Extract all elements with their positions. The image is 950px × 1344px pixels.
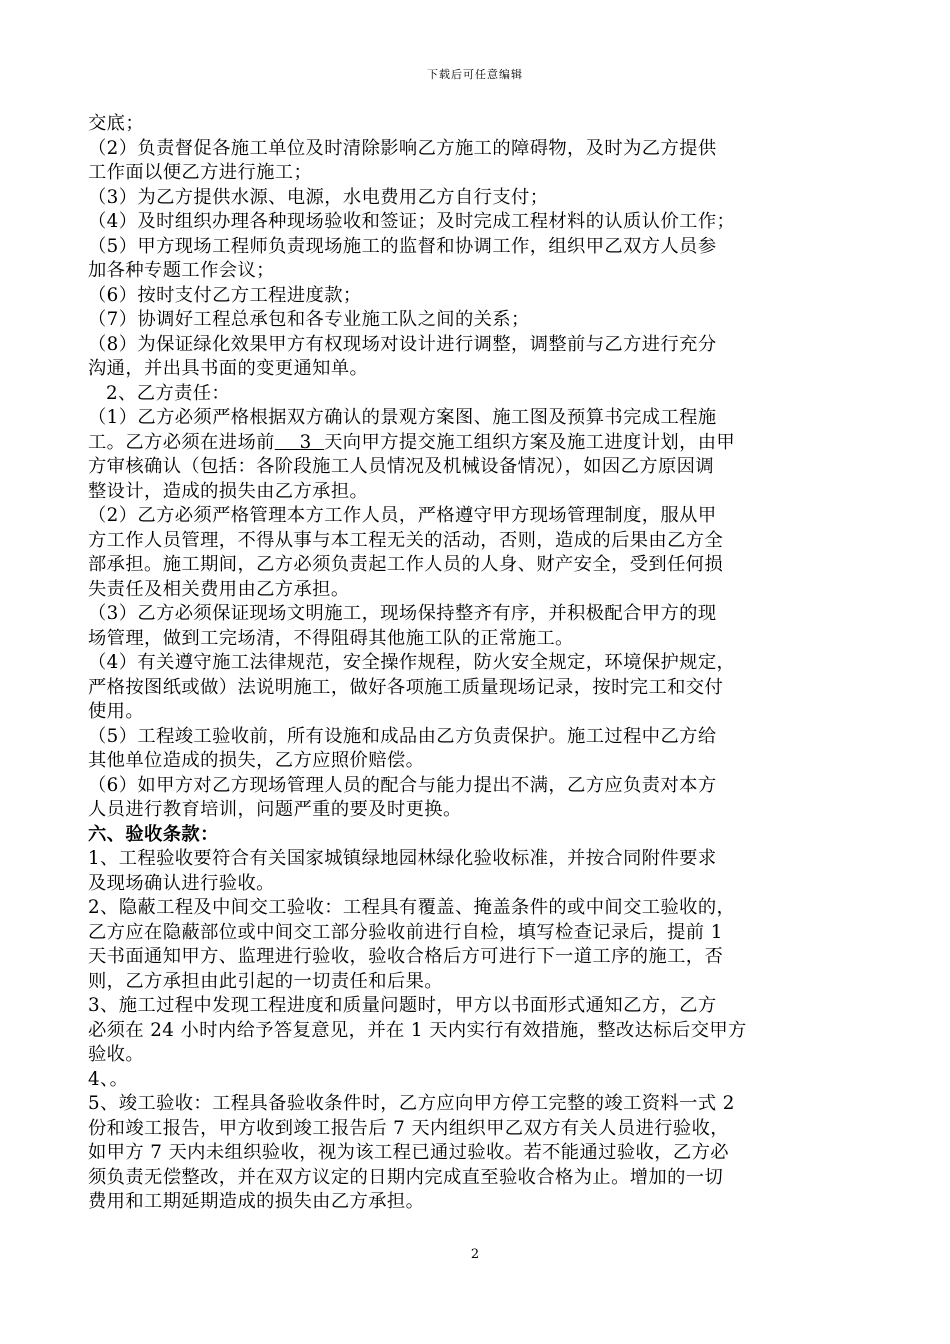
text-line: 沟通，并出具书面的变更通知单。 (88, 358, 369, 379)
text-line: 人员进行教育培训，问题严重的要及时更换。 (88, 799, 462, 820)
text-line: 份和竣工报告，甲方收到竣工报告后 7 天内组织甲乙双方有关人员进行验收， (88, 1117, 729, 1139)
text-line: 3、施工过程中发现工程进度和质量问题时，甲方以书面形式通知乙方，乙方 (88, 995, 717, 1016)
text-line: 1、工程验收要符合有关国家城镇绿地园林绿化验收标准，并按合同附件要求 (88, 848, 717, 869)
text-line: 验收。 (88, 1044, 145, 1065)
text-line: 如甲方 7 天内未组织验收，视为该工程已通过验收。若不能通过验收，乙方必 (88, 1142, 729, 1163)
text-line: 部承担。施工期间，乙方必须负责起工作人员的人身、财产安全，受到任何损 (88, 554, 724, 575)
page-number: 2 (470, 1247, 480, 1262)
text-line: 4、。 (88, 1068, 129, 1090)
text-line: 其他单位造成的损失，乙方应照价赔偿。 (88, 750, 425, 771)
text-line: （4）及时组织办理各种现场验收和签证；及时完成工程材料的认质认价工作； (88, 211, 736, 232)
text-line: 方工作人员管理，不得从事与本工程无关的活动，否则，造成的后果由乙方全 (88, 529, 724, 551)
text-line: 必须在 24 小时内给予答复意见，并在 1 天内实行有效措施，整改达标后交甲方 (88, 1019, 747, 1041)
text-line: 5、竣工验收：工程具备验收条件时，乙方应向甲方停工完整的竣工资料一式 2 (88, 1093, 735, 1114)
text-line: 交底； (88, 113, 145, 134)
text-line: （1）乙方必须严格根据双方确认的景观方案图、施工图及预算书完成工程施 (88, 407, 717, 428)
text-line: 使用。 (88, 701, 145, 722)
text-line-with-blank (88, 431, 868, 456)
document-body (88, 112, 868, 1215)
text-line: 乙方应在隐蔽部位或中间交工部分验收前进行自检，填写检查记录后，提前 1 (88, 921, 723, 943)
text-line: 须负责无偿整改，并在双方议定的日期内完成直至验收合格为止。增加的一切 (88, 1166, 724, 1188)
text-line: （3）为乙方提供水源、电源，水电费用乙方自行支付； (88, 186, 549, 208)
text-line: 整设计，造成的损失由乙方承担。 (88, 480, 369, 502)
text-line: 场管理，做到工完场清，不得阻碍其他施工队的正常施工。 (88, 627, 574, 649)
text-line: 天书面通知甲方、监理进行验收，验收合格后方可进行下一道工序的施工，否 (88, 946, 724, 967)
text-line: （2）负责督促各施工单位及时清除影响乙方施工的障碍物，及时为乙方提供 (88, 137, 717, 159)
text-line: （8）为保证绿化效果甲方有权现场对设计进行调整，调整前与乙方进行充分 (88, 333, 717, 355)
text-line: 严格按图纸或做）法说明施工，做好各项施工质量现场记录，按时完工和交付 (88, 676, 724, 698)
text-line: 2、隐蔽工程及中间交工验收：工程具有覆盖、掩盖条件的或中间交工验收的， (88, 897, 736, 918)
text-line: （3）乙方必须保证现场文明施工，现场保持整齐有序，并积极配合甲方的现 (88, 603, 717, 624)
text-line: 失责任及相关费用由乙方承担。 (88, 578, 350, 600)
text-line: （5）工程竣工验收前，所有设施和成品由乙方负责保护。施工过程中乙方给 (88, 725, 717, 747)
page-header: 下载后可任意编辑 (427, 68, 523, 81)
section-heading: 六、验收条款： (88, 823, 219, 845)
text-line: 方审核确认（包括：各阶段施工人员情况及机械设备情况），如因乙方原因调 (88, 456, 715, 477)
text-line: （6）按时支付乙方工程进度款； (88, 284, 362, 306)
text-segment: 工。乙方必须在进场前 (88, 431, 275, 453)
text-line: 则，乙方承担由此引起的一切责任和后果。 (88, 970, 443, 992)
text-line: （5）甲方现场工程师负责现场施工的监督和协调工作，组织甲乙双方人员参 (88, 235, 717, 257)
section-heading: 2、乙方责任： (106, 382, 231, 404)
text-line: （2）乙方必须严格管理本方工作人员，严格遵守甲方现场管理制度，服从甲 (88, 505, 717, 526)
text-line: （4）有关遵守施工法律规范，安全操作规程，防火安全规定，环境保护规定， (88, 652, 736, 673)
text-line: （6）如甲方对乙方现场管理人员的配合与能力提出不满，乙方应负责对本方 (88, 774, 717, 796)
text-segment: 天向甲方提交施工组织方案及施工进度计划，由甲 (324, 431, 736, 453)
text-line: 及现场确认进行验收。 (88, 872, 275, 894)
text-line: 工作面以便乙方进行施工； (88, 162, 313, 183)
filled-blank: 3 (274, 431, 325, 453)
text-line: 费用和工期延期造成的损失由乙方承担。 (88, 1191, 425, 1212)
text-line: 加各种专题工作会议； (88, 260, 275, 281)
text-line: （7）协调好工程总承包和各专业施工队之间的关系； (88, 309, 530, 330)
